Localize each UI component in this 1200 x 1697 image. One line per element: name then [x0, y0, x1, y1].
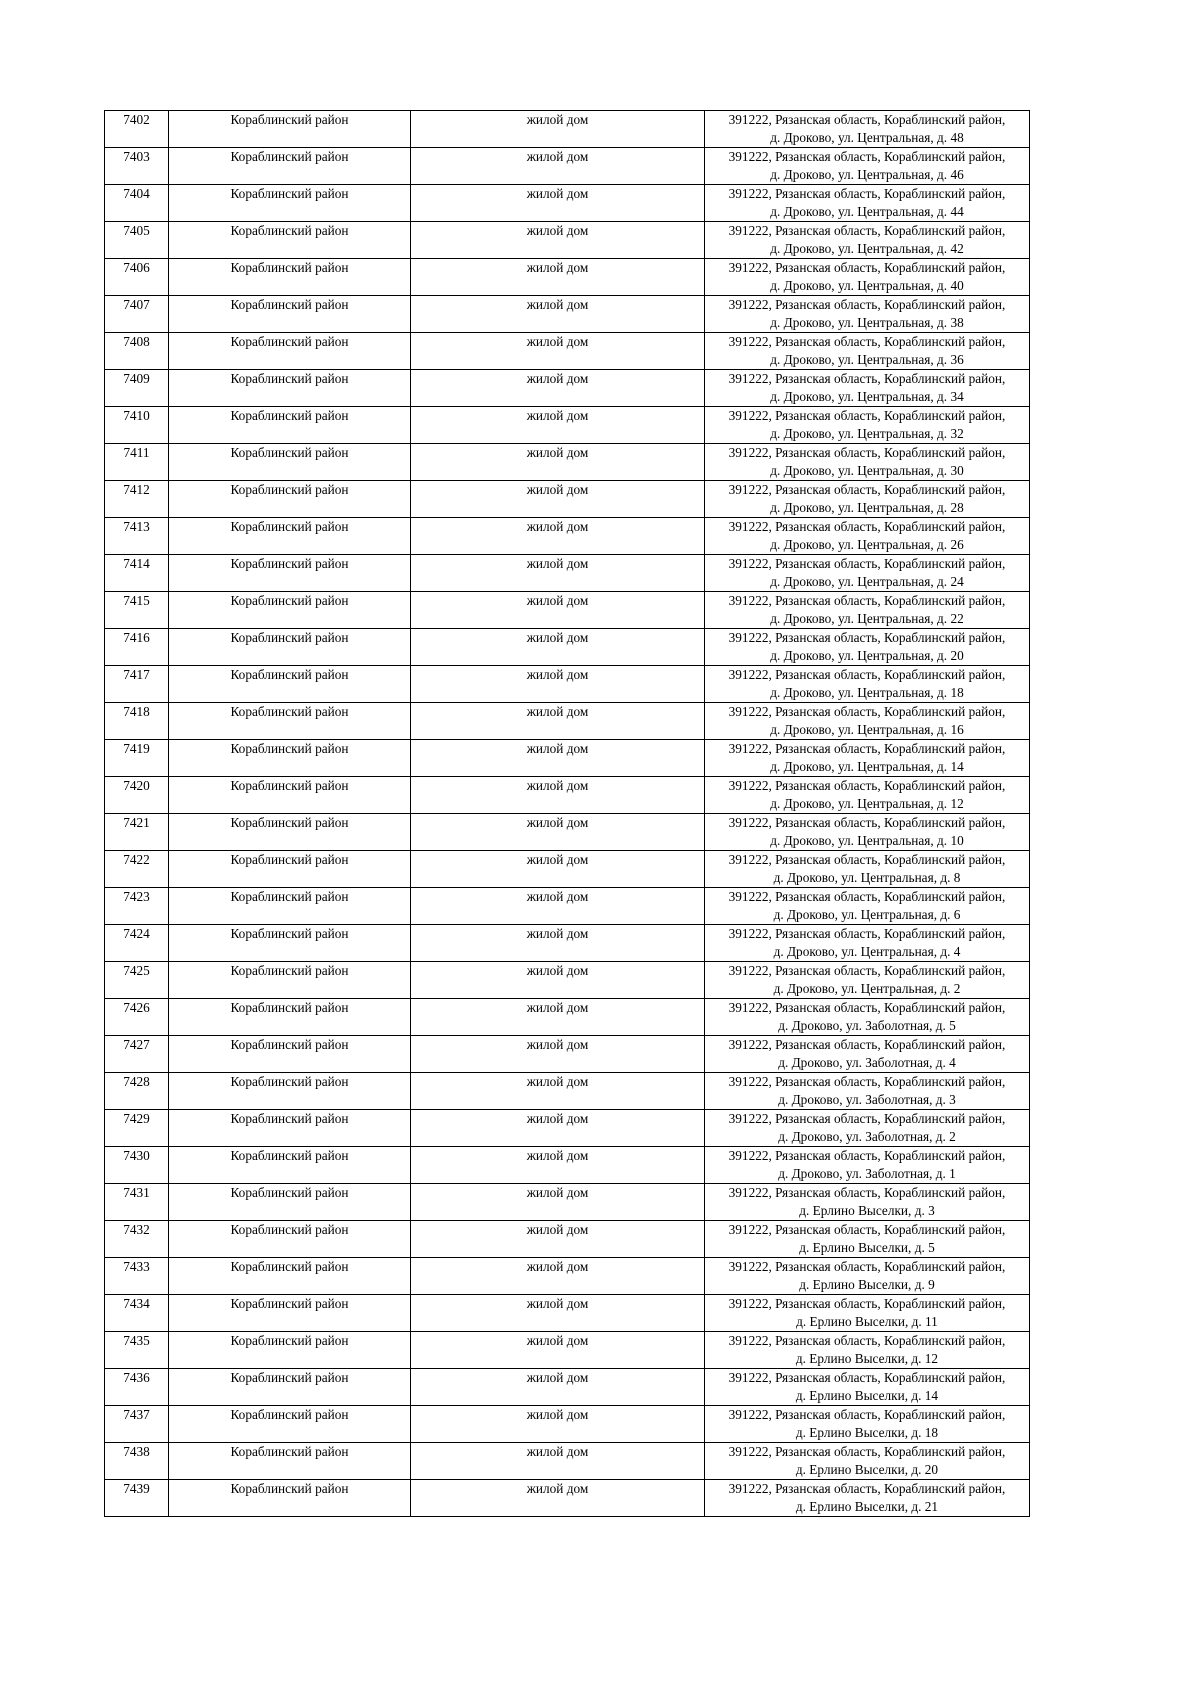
address-line-2: д. Дроково, ул. Центральная, д. 30 — [770, 463, 964, 478]
row-number-cell: 7409 — [105, 370, 169, 407]
district-cell: Кораблинский район — [169, 740, 411, 777]
object-type-cell: жилой дом — [411, 1110, 705, 1147]
object-type-cell: жилой дом — [411, 1443, 705, 1480]
address-line-1: 391222, Рязанская область, Кораблинский район, — [728, 1185, 1006, 1200]
district-cell: Кораблинский район — [169, 1443, 411, 1480]
row-number-cell: 7428 — [105, 1073, 169, 1110]
address-line-2: д. Дроково, ул. Центральная, д. 8 — [773, 870, 961, 885]
address-line-2: д. Дроково, ул. Центральная, д. 34 — [770, 389, 964, 404]
row-number-cell: 7439 — [105, 1480, 169, 1517]
table-row — [105, 444, 1030, 481]
address-line-2: д. Дроково, ул. Центральная, д. 28 — [770, 500, 964, 515]
object-type-cell: жилой дом — [411, 888, 705, 925]
table-row — [105, 1295, 1030, 1332]
row-number-cell: 7405 — [105, 222, 169, 259]
address-line-2: д. Ерлино Выселки, д. 3 — [799, 1203, 935, 1218]
district-cell: Кораблинский район — [169, 518, 411, 555]
district-cell: Кораблинский район — [169, 999, 411, 1036]
address-line-2: д. Дроково, ул. Центральная, д. 24 — [770, 574, 964, 589]
table-body — [105, 111, 1030, 1517]
table-row — [105, 481, 1030, 518]
address-line-1: 391222, Рязанская область, Кораблинский район, — [728, 1222, 1006, 1237]
address-line-2: д. Дроково, ул. Центральная, д. 2 — [773, 981, 961, 996]
district-cell: Кораблинский район — [169, 1073, 411, 1110]
address-line-2: д. Дроково, ул. Центральная, д. 26 — [770, 537, 964, 552]
address-line-1: 391222, Рязанская область, Кораблинский район, — [728, 149, 1006, 164]
district-cell: Кораблинский район — [169, 1184, 411, 1221]
object-type-cell: жилой дом — [411, 1073, 705, 1110]
district-cell: Кораблинский район — [169, 777, 411, 814]
row-number-cell: 7417 — [105, 666, 169, 703]
address-line-1: 391222, Рязанская область, Кораблинский район, — [728, 963, 1006, 978]
address-cell — [705, 1480, 1030, 1517]
district-cell: Кораблинский район — [169, 185, 411, 222]
object-type-cell: жилой дом — [411, 1369, 705, 1406]
row-number-cell: 7403 — [105, 148, 169, 185]
address-line-1: 391222, Рязанская область, Кораблинский район, — [728, 408, 1006, 423]
address-cell — [705, 333, 1030, 370]
address-line-2: д. Дроково, ул. Центральная, д. 4 — [773, 944, 961, 959]
address-line-1: 391222, Рязанская область, Кораблинский район, — [728, 1000, 1006, 1015]
address-cell — [705, 555, 1030, 592]
table-row — [105, 814, 1030, 851]
object-type-cell: жилой дом — [411, 555, 705, 592]
table-row — [105, 1184, 1030, 1221]
object-type-cell: жилой дом — [411, 666, 705, 703]
district-cell: Кораблинский район — [169, 1110, 411, 1147]
address-line-1: 391222, Рязанская область, Кораблинский район, — [728, 223, 1006, 238]
address-line-2: д. Дроково, ул. Заболотная, д. 1 — [778, 1166, 956, 1181]
object-type-cell: жилой дом — [411, 1295, 705, 1332]
row-number-cell: 7435 — [105, 1332, 169, 1369]
address-line-1: 391222, Рязанская область, Кораблинский район, — [728, 852, 1006, 867]
address-cell — [705, 814, 1030, 851]
address-line-1: 391222, Рязанская область, Кораблинский район, — [728, 815, 1006, 830]
district-cell: Кораблинский район — [169, 1332, 411, 1369]
address-line-1: 391222, Рязанская область, Кораблинский район, — [728, 593, 1006, 608]
address-cell — [705, 851, 1030, 888]
district-cell: Кораблинский район — [169, 814, 411, 851]
object-type-cell: жилой дом — [411, 1258, 705, 1295]
row-number-cell: 7411 — [105, 444, 169, 481]
table-row — [105, 1147, 1030, 1184]
address-line-2: д. Дроково, ул. Центральная, д. 6 — [773, 907, 961, 922]
address-line-1: 391222, Рязанская область, Кораблинский район, — [728, 926, 1006, 941]
address-line-1: 391222, Рязанская область, Кораблинский район, — [728, 371, 1006, 386]
table-row — [105, 555, 1030, 592]
row-number-cell: 7430 — [105, 1147, 169, 1184]
object-type-cell: жилой дом — [411, 814, 705, 851]
address-cell — [705, 222, 1030, 259]
table-row — [105, 666, 1030, 703]
object-type-cell: жилой дом — [411, 962, 705, 999]
district-cell: Кораблинский район — [169, 962, 411, 999]
table-row — [105, 1258, 1030, 1295]
district-cell: Кораблинский район — [169, 851, 411, 888]
object-type-cell: жилой дом — [411, 1184, 705, 1221]
row-number-cell: 7423 — [105, 888, 169, 925]
address-line-1: 391222, Рязанская область, Кораблинский район, — [728, 778, 1006, 793]
row-number-cell: 7414 — [105, 555, 169, 592]
address-line-2: д. Дроково, ул. Заболотная, д. 2 — [778, 1129, 956, 1144]
table-row — [105, 925, 1030, 962]
address-cell — [705, 1406, 1030, 1443]
row-number-cell: 7422 — [105, 851, 169, 888]
district-cell: Кораблинский район — [169, 259, 411, 296]
address-cell — [705, 777, 1030, 814]
address-line-1: 391222, Рязанская область, Кораблинский район, — [728, 704, 1006, 719]
table-row — [105, 1332, 1030, 1369]
district-cell: Кораблинский район — [169, 481, 411, 518]
object-type-cell: жилой дом — [411, 1332, 705, 1369]
object-type-cell: жилой дом — [411, 851, 705, 888]
district-cell: Кораблинский район — [169, 444, 411, 481]
object-type-cell: жилой дом — [411, 259, 705, 296]
address-line-1: 391222, Рязанская область, Кораблинский район, — [728, 1407, 1006, 1422]
object-type-cell: жилой дом — [411, 925, 705, 962]
address-line-1: 391222, Рязанская область, Кораблинский район, — [728, 1111, 1006, 1126]
address-cell — [705, 296, 1030, 333]
address-line-2: д. Ерлино Выселки, д. 12 — [795, 1351, 939, 1366]
address-cell — [705, 1332, 1030, 1369]
address-line-2: д. Дроково, ул. Центральная, д. 44 — [770, 204, 964, 219]
district-cell: Кораблинский район — [169, 296, 411, 333]
object-type-cell: жилой дом — [411, 296, 705, 333]
district-cell: Кораблинский район — [169, 1221, 411, 1258]
address-cell — [705, 1221, 1030, 1258]
address-cell — [705, 629, 1030, 666]
address-line-2: д. Дроково, ул. Центральная, д. 16 — [770, 722, 964, 737]
object-type-cell: жилой дом — [411, 370, 705, 407]
table-row — [105, 1110, 1030, 1147]
row-number-cell: 7420 — [105, 777, 169, 814]
district-cell: Кораблинский район — [169, 1480, 411, 1517]
object-type-cell: жилой дом — [411, 1480, 705, 1517]
address-cell — [705, 518, 1030, 555]
object-type-cell: жилой дом — [411, 1147, 705, 1184]
address-cell — [705, 370, 1030, 407]
district-cell: Кораблинский район — [169, 222, 411, 259]
table-row — [105, 148, 1030, 185]
table-row — [105, 777, 1030, 814]
address-line-1: 391222, Рязанская область, Кораблинский район, — [728, 1296, 1006, 1311]
row-number-cell: 7425 — [105, 962, 169, 999]
object-type-cell: жилой дом — [411, 444, 705, 481]
row-number-cell: 7431 — [105, 1184, 169, 1221]
row-number-cell: 7433 — [105, 1258, 169, 1295]
table-row — [105, 259, 1030, 296]
address-cell — [705, 1147, 1030, 1184]
address-cell — [705, 1443, 1030, 1480]
address-line-1: 391222, Рязанская область, Кораблинский район, — [728, 297, 1006, 312]
object-type-cell: жилой дом — [411, 703, 705, 740]
object-type-cell: жилой дом — [411, 1406, 705, 1443]
address-cell — [705, 259, 1030, 296]
object-type-cell: жилой дом — [411, 111, 705, 148]
address-cell — [705, 888, 1030, 925]
object-type-cell: жилой дом — [411, 518, 705, 555]
object-type-cell: жилой дом — [411, 740, 705, 777]
address-line-2: д. Дроково, ул. Центральная, д. 38 — [770, 315, 964, 330]
row-number-cell: 7402 — [105, 111, 169, 148]
address-line-2: д. Ерлино Выселки, д. 9 — [799, 1277, 935, 1292]
object-type-cell: жилой дом — [411, 407, 705, 444]
row-number-cell: 7416 — [105, 629, 169, 666]
district-cell: Кораблинский район — [169, 592, 411, 629]
district-cell: Кораблинский район — [169, 666, 411, 703]
address-line-1: 391222, Рязанская область, Кораблинский район, — [728, 445, 1006, 460]
district-cell: Кораблинский район — [169, 1406, 411, 1443]
district-cell: Кораблинский район — [169, 925, 411, 962]
row-number-cell: 7427 — [105, 1036, 169, 1073]
table-row — [105, 1221, 1030, 1258]
district-cell: Кораблинский район — [169, 407, 411, 444]
table-row — [105, 1406, 1030, 1443]
district-cell: Кораблинский район — [169, 703, 411, 740]
row-number-cell: 7437 — [105, 1406, 169, 1443]
address-cell — [705, 1073, 1030, 1110]
table-row — [105, 1369, 1030, 1406]
table-row — [105, 740, 1030, 777]
district-cell: Кораблинский район — [169, 1369, 411, 1406]
row-number-cell: 7418 — [105, 703, 169, 740]
table-row — [105, 185, 1030, 222]
address-line-1: 391222, Рязанская область, Кораблинский район, — [728, 556, 1006, 571]
address-line-1: 391222, Рязанская область, Кораблинский район, — [728, 1481, 1006, 1496]
address-line-1: 391222, Рязанская область, Кораблинский район, — [728, 1074, 1006, 1089]
address-cell — [705, 962, 1030, 999]
district-cell: Кораблинский район — [169, 1036, 411, 1073]
address-cell — [705, 925, 1030, 962]
district-cell: Кораблинский район — [169, 370, 411, 407]
district-cell: Кораблинский район — [169, 1147, 411, 1184]
address-line-1: 391222, Рязанская область, Кораблинский район, — [728, 482, 1006, 497]
object-type-cell: жилой дом — [411, 222, 705, 259]
object-type-cell: жилой дом — [411, 481, 705, 518]
address-line-2: д. Дроково, ул. Центральная, д. 14 — [770, 759, 964, 774]
address-line-2: д. Дроково, ул. Центральная, д. 42 — [770, 241, 964, 256]
object-type-cell: жилой дом — [411, 629, 705, 666]
address-line-2: д. Ерлино Выселки, д. 11 — [796, 1314, 938, 1329]
address-line-2: д. Ерлино Выселки, д. 14 — [795, 1388, 939, 1403]
address-line-2: д. Дроково, ул. Центральная, д. 40 — [770, 278, 964, 293]
address-line-2: д. Ерлино Выселки, д. 21 — [795, 1499, 939, 1514]
row-number-cell: 7406 — [105, 259, 169, 296]
address-line-2: д. Ерлино Выселки, д. 18 — [795, 1425, 939, 1440]
row-number-cell: 7415 — [105, 592, 169, 629]
row-number-cell: 7434 — [105, 1295, 169, 1332]
address-cell — [705, 740, 1030, 777]
table-row — [105, 407, 1030, 444]
table-row — [105, 703, 1030, 740]
address-cell — [705, 1184, 1030, 1221]
address-cell — [705, 1110, 1030, 1147]
address-line-1: 391222, Рязанская область, Кораблинский район, — [728, 1333, 1006, 1348]
address-line-2: д. Ерлино Выселки, д. 5 — [799, 1240, 935, 1255]
table-row — [105, 629, 1030, 666]
address-cell — [705, 444, 1030, 481]
address-line-2: д. Дроково, ул. Центральная, д. 10 — [770, 833, 964, 848]
row-number-cell: 7438 — [105, 1443, 169, 1480]
row-number-cell: 7408 — [105, 333, 169, 370]
table-row — [105, 592, 1030, 629]
address-cell — [705, 148, 1030, 185]
object-type-cell: жилой дом — [411, 1221, 705, 1258]
address-line-2: д. Дроково, ул. Центральная, д. 46 — [770, 167, 964, 182]
table-row — [105, 1480, 1030, 1517]
address-line-1: 391222, Рязанская область, Кораблинский район, — [728, 1370, 1006, 1385]
address-cell — [705, 407, 1030, 444]
table-row — [105, 962, 1030, 999]
object-type-cell: жилой дом — [411, 592, 705, 629]
address-line-2: д. Дроково, ул. Центральная, д. 12 — [770, 796, 964, 811]
address-line-1: 391222, Рязанская область, Кораблинский район, — [728, 741, 1006, 756]
address-line-1: 391222, Рязанская область, Кораблинский район, — [728, 630, 1006, 645]
table-row — [105, 111, 1030, 148]
row-number-cell: 7432 — [105, 1221, 169, 1258]
object-type-cell: жилой дом — [411, 185, 705, 222]
address-line-2: д. Дроково, ул. Центральная, д. 18 — [770, 685, 964, 700]
district-cell: Кораблинский район — [169, 1258, 411, 1295]
address-line-1: 391222, Рязанская область, Кораблинский район, — [728, 112, 1006, 127]
address-line-1: 391222, Рязанская область, Кораблинский район, — [728, 260, 1006, 275]
address-cell — [705, 999, 1030, 1036]
row-number-cell: 7410 — [105, 407, 169, 444]
table-row — [105, 370, 1030, 407]
district-cell: Кораблинский район — [169, 111, 411, 148]
address-cell — [705, 185, 1030, 222]
address-cell — [705, 1295, 1030, 1332]
row-number-cell: 7426 — [105, 999, 169, 1036]
address-line-1: 391222, Рязанская область, Кораблинский район, — [728, 889, 1006, 904]
table-row — [105, 1443, 1030, 1480]
object-type-cell: жилой дом — [411, 148, 705, 185]
address-line-2: д. Дроково, ул. Центральная, д. 22 — [770, 611, 964, 626]
row-number-cell: 7436 — [105, 1369, 169, 1406]
address-line-1: 391222, Рязанская область, Кораблинский район, — [728, 1148, 1006, 1163]
address-line-2: д. Дроково, ул. Центральная, д. 36 — [770, 352, 964, 367]
district-cell: Кораблинский район — [169, 629, 411, 666]
address-cell — [705, 666, 1030, 703]
address-cell — [705, 1258, 1030, 1295]
object-type-cell: жилой дом — [411, 777, 705, 814]
address-cell — [705, 111, 1030, 148]
district-cell: Кораблинский район — [169, 555, 411, 592]
district-cell: Кораблинский район — [169, 148, 411, 185]
district-cell: Кораблинский район — [169, 333, 411, 370]
address-line-1: 391222, Рязанская область, Кораблинский район, — [728, 519, 1006, 534]
address-line-1: 391222, Рязанская область, Кораблинский район, — [728, 186, 1006, 201]
address-line-1: 391222, Рязанская область, Кораблинский район, — [728, 334, 1006, 349]
address-cell — [705, 481, 1030, 518]
address-cell — [705, 1369, 1030, 1406]
table-row — [105, 1073, 1030, 1110]
district-cell: Кораблинский район — [169, 1295, 411, 1332]
address-line-1: 391222, Рязанская область, Кораблинский район, — [728, 1444, 1006, 1459]
row-number-cell: 7424 — [105, 925, 169, 962]
table-row — [105, 333, 1030, 370]
address-line-2: д. Дроково, ул. Центральная, д. 20 — [770, 648, 964, 663]
address-line-2: д. Дроково, ул. Заболотная, д. 4 — [778, 1055, 956, 1070]
address-line-1: 391222, Рязанская область, Кораблинский район, — [728, 1259, 1006, 1274]
row-number-cell: 7421 — [105, 814, 169, 851]
row-number-cell: 7412 — [105, 481, 169, 518]
address-cell — [705, 592, 1030, 629]
address-line-2: д. Дроково, ул. Центральная, д. 48 — [770, 130, 964, 145]
object-type-cell: жилой дом — [411, 1036, 705, 1073]
table-row — [105, 999, 1030, 1036]
address-cell — [705, 1036, 1030, 1073]
row-number-cell: 7413 — [105, 518, 169, 555]
address-line-2: д. Дроково, ул. Заболотная, д. 5 — [778, 1018, 956, 1033]
row-number-cell: 7429 — [105, 1110, 169, 1147]
district-cell: Кораблинский район — [169, 888, 411, 925]
table-row — [105, 296, 1030, 333]
address-line-2: д. Ерлино Выселки, д. 20 — [795, 1462, 939, 1477]
row-number-cell: 7419 — [105, 740, 169, 777]
table-row — [105, 518, 1030, 555]
object-type-cell: жилой дом — [411, 999, 705, 1036]
row-number-cell: 7404 — [105, 185, 169, 222]
table-row — [105, 851, 1030, 888]
address-line-2: д. Дроково, ул. Центральная, д. 32 — [770, 426, 964, 441]
housing-registry-table — [104, 110, 1030, 1517]
address-line-1: 391222, Рязанская область, Кораблинский район, — [728, 1037, 1006, 1052]
table-row — [105, 222, 1030, 259]
table-row — [105, 888, 1030, 925]
object-type-cell: жилой дом — [411, 333, 705, 370]
row-number-cell: 7407 — [105, 296, 169, 333]
address-line-2: д. Дроково, ул. Заболотная, д. 3 — [778, 1092, 956, 1107]
table-row — [105, 1036, 1030, 1073]
address-cell — [705, 703, 1030, 740]
address-line-1: 391222, Рязанская область, Кораблинский район, — [728, 667, 1006, 682]
